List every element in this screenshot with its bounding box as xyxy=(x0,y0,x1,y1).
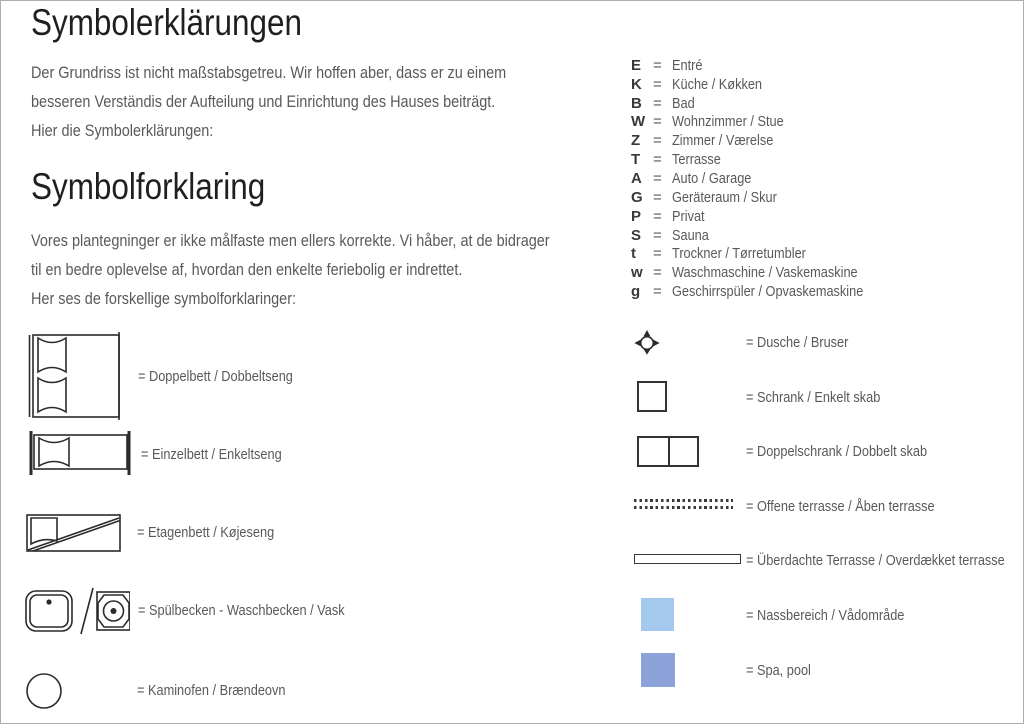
legend-letter: T xyxy=(631,151,641,169)
danish-intro-line: Her ses de forskellige symbolforklaringer: xyxy=(31,289,297,308)
legend-row xyxy=(631,150,897,169)
symbol-label: = Überdachte Terrasse / Overdækket terrasse xyxy=(746,552,1005,569)
legend-letter: Z xyxy=(631,132,641,150)
equals-sign: = xyxy=(653,283,662,301)
legend-letter: A xyxy=(631,169,642,187)
single-bed-icon xyxy=(25,430,135,476)
legend-label: Geräteraum / Skur xyxy=(672,188,777,206)
equals-sign: = xyxy=(653,132,662,150)
danish-intro-line: til en bedre oplevelse af, hvordan den enkelte feriebolig er indrettet. xyxy=(31,260,463,279)
legend-letter: S xyxy=(631,226,642,244)
symbol-label: = Schrank / Enkelt skab xyxy=(746,389,881,406)
legend-label: Zimmer / Værelse xyxy=(672,132,774,150)
wet-area-swatch xyxy=(641,598,674,631)
equals-sign: = xyxy=(653,151,662,169)
legend-letter: w xyxy=(631,264,643,282)
legend-label: Sauna xyxy=(672,226,709,244)
legend-row xyxy=(631,94,897,113)
legend-letter: g xyxy=(631,283,641,301)
symbol-label: = Spa, pool xyxy=(746,662,811,679)
legend-letter: B xyxy=(631,94,642,112)
equals-sign: = xyxy=(653,207,662,225)
symbol-label: = Offene terrasse / Åben terrasse xyxy=(746,498,935,515)
legend-label: Geschirrspüler / Opvaskemaskine xyxy=(672,283,864,301)
legend-letter: t xyxy=(631,245,636,263)
danish-intro xyxy=(31,226,641,313)
spa-pool-swatch xyxy=(641,653,675,687)
bunk-bed-icon xyxy=(25,511,125,555)
symbol-label: = Doppelbett / Dobbeltseng xyxy=(138,368,293,385)
equals-sign: = xyxy=(653,75,662,93)
wood-stove-icon xyxy=(25,672,63,710)
equals-sign: = xyxy=(653,169,662,187)
equals-sign: = xyxy=(653,113,662,131)
double-bed-icon xyxy=(26,332,126,420)
legend-letter: P xyxy=(631,207,642,225)
german-intro xyxy=(31,58,590,145)
equals-sign: = xyxy=(653,94,662,112)
symbol-label: = Spülbecken - Waschbecken / Vask xyxy=(138,602,345,619)
equals-sign: = xyxy=(653,245,662,263)
room-letter-legend xyxy=(631,56,897,301)
german-intro-line: Hier die Symbolerklärungen: xyxy=(31,121,214,140)
legend-label: Bad xyxy=(672,94,695,112)
equals-sign: = xyxy=(653,264,662,282)
danish-intro-line: Vores plantegninger er ikke målfaste men ellers korrekte. Vi håber, at de bidrager xyxy=(31,231,550,250)
symbol-label: = Dusche / Bruser xyxy=(746,334,849,351)
legend-row xyxy=(631,282,897,301)
legend-label: Auto / Garage xyxy=(672,169,752,187)
legend-row xyxy=(631,56,897,75)
legend-label: Privat xyxy=(672,207,705,225)
equals-sign: = xyxy=(653,226,662,244)
german-title: Symbolerklärungen xyxy=(31,2,302,43)
legend-row xyxy=(631,207,897,226)
legend-label: Waschmaschine / Vaskemaskine xyxy=(672,264,858,282)
symbol-label: = Nassbereich / Vådområde xyxy=(746,607,905,624)
shower-icon xyxy=(634,329,660,355)
legend-row xyxy=(631,188,897,207)
legend-row xyxy=(631,169,897,188)
legend-letter: E xyxy=(631,56,642,74)
symbol-label: = Einzelbett / Enkeltseng xyxy=(141,446,282,463)
legend-label: Trockner / Tørretumbler xyxy=(672,245,806,263)
legend-row xyxy=(631,75,897,94)
danish-title: Symbolforklaring xyxy=(31,166,266,207)
symbol-label: = Doppelschrank / Dobbelt skab xyxy=(746,443,928,460)
legend-label: Küche / Køkken xyxy=(672,75,763,93)
legend-label: Wohnzimmer / Stue xyxy=(672,113,784,131)
german-intro-line: Der Grundriss ist nicht maßstabsgetreu. Wir hoffen aber, dass er zu einem xyxy=(31,63,507,82)
symbol-label: = Kaminofen / Brændeovn xyxy=(137,682,286,699)
legend-row xyxy=(631,244,897,263)
legend-label: Entré xyxy=(672,56,703,74)
german-intro-line: besseren Verständis der Aufteilung und Einrichtung des Hauses beiträgt. xyxy=(31,92,496,111)
equals-sign: = xyxy=(653,188,662,206)
legend-label: Terrasse xyxy=(672,151,721,169)
double-cabinet-icon xyxy=(637,436,699,467)
legend-row xyxy=(631,226,897,245)
sink-washbasin-icons xyxy=(25,584,130,638)
covered-terrace-icon xyxy=(634,554,741,564)
equals-sign: = xyxy=(653,56,662,74)
open-terrace-icon xyxy=(634,499,733,513)
single-cabinet-icon xyxy=(637,381,667,412)
legend-row xyxy=(631,131,897,150)
symbol-label: = Etagenbett / Køjeseng xyxy=(137,524,275,541)
legend-letter: W xyxy=(631,113,646,131)
legend-row xyxy=(631,263,897,282)
legend-letter: G xyxy=(631,188,643,206)
legend-letter: K xyxy=(631,75,642,93)
legend-row xyxy=(631,113,897,132)
